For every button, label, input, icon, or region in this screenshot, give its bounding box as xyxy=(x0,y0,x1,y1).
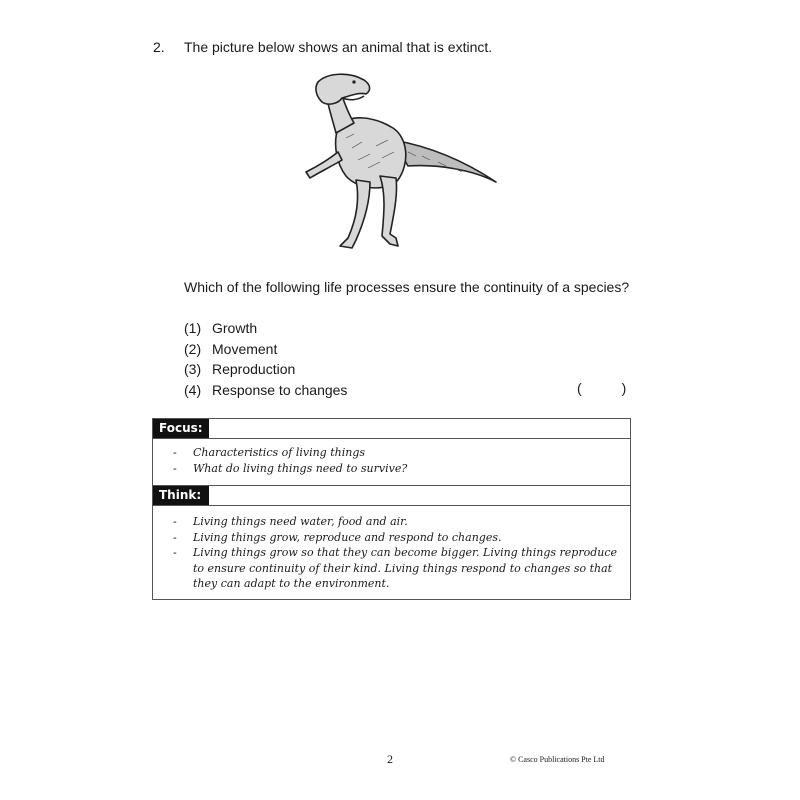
think-item: - Living things grow, reproduce and respond to changes. xyxy=(173,530,623,546)
option-number: (1) xyxy=(184,320,202,336)
option-text: Movement xyxy=(212,340,278,357)
option-2[interactable] xyxy=(184,339,347,360)
option-text: Response to changes xyxy=(212,381,348,398)
think-item: - Living things need water, food and air. xyxy=(173,514,623,530)
think-list xyxy=(153,506,630,592)
question-intro: The picture below shows an animal that is extinct. xyxy=(184,39,493,55)
option-1[interactable] xyxy=(184,318,347,339)
question-stem: Which of the following life processes ensure the continuity of a species? xyxy=(184,279,630,295)
option-4[interactable] xyxy=(184,380,347,401)
option-3[interactable] xyxy=(184,359,347,380)
option-text: Reproduction xyxy=(212,361,296,377)
dinosaur-icon xyxy=(298,68,503,258)
option-text: Growth xyxy=(212,320,258,336)
think-label: Think: xyxy=(153,486,209,505)
page-number: 2 xyxy=(387,752,393,766)
options-list xyxy=(184,318,347,400)
focus-label: Focus: xyxy=(153,419,209,438)
answer-close-bracket: ) xyxy=(621,380,627,396)
think-header xyxy=(153,486,630,506)
answer-open-bracket: ( xyxy=(577,380,582,396)
focus-item: - What do living things need to survive? xyxy=(173,461,623,477)
option-number: (2) xyxy=(184,340,202,357)
think-item: - Living things grow so that they can become bigger. Living things reproduce to ensure continuity of their kind. Living things respond to changes so that they can adapt to the environment. xyxy=(173,545,623,592)
focus-box xyxy=(152,418,631,486)
copyright-notice: © Casco Publications Pte Ltd xyxy=(510,755,605,764)
think-box xyxy=(152,486,631,600)
question-number: 2. xyxy=(153,39,165,55)
focus-header xyxy=(153,419,630,439)
option-number: (3) xyxy=(184,361,202,377)
focus-item: - Characteristics of living things xyxy=(173,445,623,461)
option-number: (4) xyxy=(184,381,202,398)
focus-list xyxy=(153,439,630,476)
answer-box[interactable] xyxy=(577,380,626,396)
